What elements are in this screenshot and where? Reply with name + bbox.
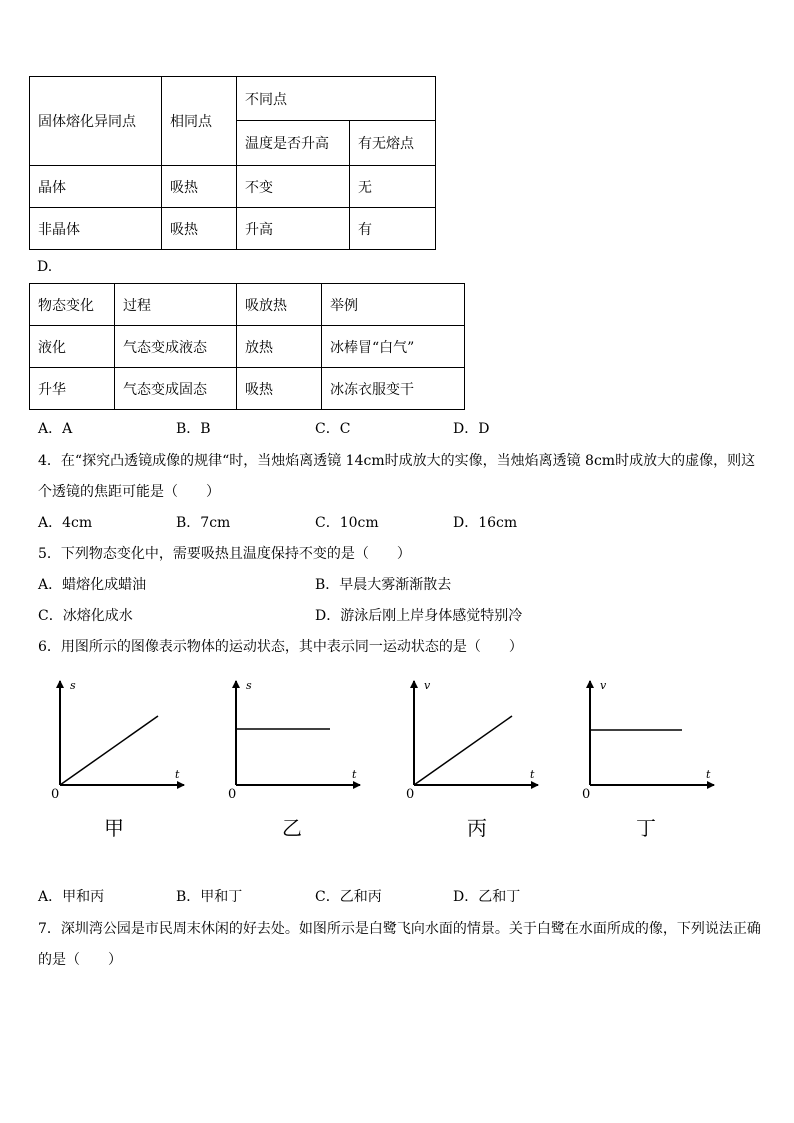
graph-ding [582,679,714,802]
x-axis-label: t [352,768,357,781]
origin-label: 0 [406,787,415,802]
q3-option-b[interactable]: B．B [176,421,211,437]
table-row [30,368,465,410]
q5-option-b[interactable]: B．早晨大雾渐渐散去 [315,577,452,593]
table-cell: 非晶体 [30,208,162,250]
y-axis-label: v [424,679,431,692]
q4-option-a[interactable]: A．4cm [38,515,93,531]
table-cell: 放热 [237,326,322,368]
q5-option-a[interactable]: A．蜡熔化成蜡油 [38,577,147,593]
table-cell: 温度是否升高 [237,121,350,166]
y-axis-label: s [246,679,252,692]
q4-option-d[interactable]: D．16cm [453,515,518,531]
table-cell: 固体熔化异同点 [30,77,162,166]
q4-option-c[interactable]: C．10cm [315,515,379,531]
x-axis-label: t [175,768,180,781]
q3-option-c[interactable]: C．C [315,421,351,437]
table-cell: 升高 [237,208,350,250]
table-row [30,208,436,250]
q5-stem: 5．下列物态变化中，需要吸热且温度保持不变的是（ ） [38,546,411,562]
q5-option-d[interactable]: D．游泳后刚上岸身体感觉特别冷 [315,608,523,624]
table-cell: 冰冻衣服变干 [322,368,465,410]
y-axis-label: s [70,679,76,692]
table-cell: 相同点 [162,77,237,166]
table-cell: 举例 [322,284,465,326]
q4-stem-line1: 4．在“探究凸透镜成像的规律“时，当烛焰离透镜 14cm时成放大的实像，当烛焰离透镜 8cm时成放大的虚像，则这 [38,453,756,469]
q6-option-a[interactable]: A．甲和丙 [38,889,105,905]
table-cell: 不变 [237,166,350,208]
q6-option-d[interactable]: D．乙和丁 [453,889,521,905]
q4-option-b[interactable]: B．7cm [176,515,231,531]
q7-stem-line2: 的是（ ） [38,952,122,968]
origin-label: 0 [51,787,60,802]
table-row [30,326,465,368]
q3-option-a[interactable]: A．A [38,421,73,437]
table-cell: 吸热 [237,368,322,410]
q6-option-c[interactable]: C．乙和丙 [315,889,382,905]
table-cell: 液化 [30,326,115,368]
y-axis-label: v [600,679,607,692]
q6-option-b[interactable]: B．甲和丁 [176,889,243,905]
option-label-d: D. [37,259,53,275]
q7-stem-line1: 7．深圳湾公园是市民周末休闲的好去处。如图所示是白鹭飞向水面的情景。关于白鹭在水面所成的像，下列说法正确 [38,921,761,937]
table-row [30,166,436,208]
graph-line-rising [414,716,512,785]
q5-option-c[interactable]: C．冰熔化成水 [38,608,133,624]
table-row [30,284,465,326]
table-cell: 晶体 [30,166,162,208]
graph-jia [51,679,184,802]
graph-yi [228,679,360,802]
table-cell: 气态变成液态 [115,326,237,368]
table-cell: 有 [350,208,436,250]
table-cell: 过程 [115,284,237,326]
table-cell: 无 [350,166,436,208]
table-cell: 升华 [30,368,115,410]
graph-label-ding: 丁 [636,816,656,840]
origin-label: 0 [582,787,591,802]
table-cell: 冰棒冒“白气” [322,326,465,368]
graph-bing [406,679,538,802]
table-cell: 有无熔点 [350,121,436,166]
origin-label: 0 [228,787,237,802]
table-state-changes [29,283,465,410]
table-cell: 不同点 [237,77,436,121]
x-axis-label: t [530,768,535,781]
graph-label-jia: 甲 [104,816,124,840]
table-cell: 吸热 [162,166,237,208]
table-cell: 物态变化 [30,284,115,326]
q6-stem: 6．用图所示的图像表示物体的运动状态，其中表示同一运动状态的是（ ） [38,639,523,655]
x-axis-label: t [706,768,711,781]
table-melting-comparison [29,76,436,250]
q4-stem-line2: 个透镜的焦距可能是（ ） [38,484,220,500]
table-cell: 吸热 [162,208,237,250]
graph-line-rising [60,716,158,785]
table-cell: 气态变成固态 [115,368,237,410]
graph-label-bing: 丙 [467,816,487,840]
q3-option-d[interactable]: D．D [453,421,490,437]
graph-label-yi: 乙 [282,816,302,840]
table-cell: 吸放热 [237,284,322,326]
